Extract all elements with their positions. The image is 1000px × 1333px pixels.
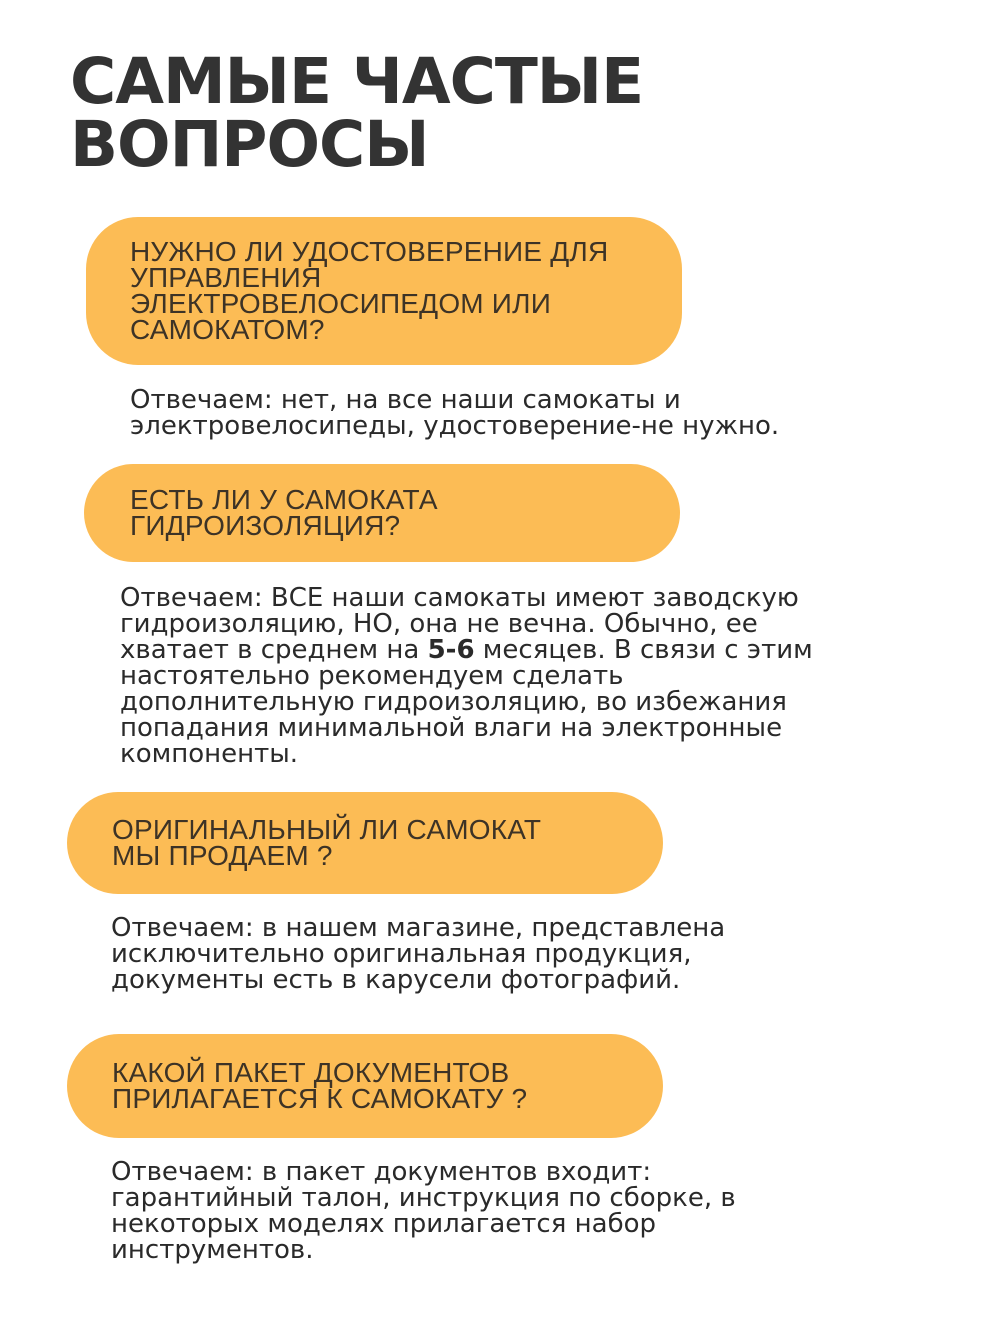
page-title-line-1: САМЫЕ ЧАСТЫЕ <box>70 45 644 118</box>
faq-answer-1-line-2: электровелосипеды, удостоверение-не нужно. <box>130 411 780 441</box>
faq-question-4-line-2: ПРИЛАГАЕТСЯ К САМОКАТУ ? <box>112 1083 528 1114</box>
faq-answer-4-line-4: инструментов. <box>111 1235 314 1265</box>
faq-question-3-text <box>112 814 542 871</box>
faq-answer-2-line-2: гидроизоляцию, НО, она не вечна. Обычно, ее <box>120 609 758 639</box>
faq-question-2 <box>84 464 680 562</box>
faq-answer-4-line-1: Отвечаем: в пакет документов входит: <box>111 1157 652 1187</box>
faq-answer-4-line-2: гарантийный талон, инструкция по сборке, в <box>111 1183 736 1213</box>
faq-answer-2-line-3-before: хватает в среднем на <box>120 635 428 665</box>
faq-answer-3-line-2: исключительно оригинальная продукция, <box>111 939 692 969</box>
faq-answer-1 <box>130 387 890 439</box>
faq-answer-3-line-3: документы есть в карусели фотографий. <box>111 965 681 995</box>
page-title-line-2: ВОПРОСЫ <box>70 108 429 181</box>
faq-question-1-line-2: УПРАВЛЕНИЯ <box>130 262 322 293</box>
faq-question-2-line-1: ЕСТЬ ЛИ У САМОКАТА <box>130 484 438 515</box>
faq-answer-2-line-5: дополнительную гидроизоляцию, во избежания <box>120 687 787 717</box>
faq-answer-3-line-1: Отвечаем: в нашем магазине, представлена <box>111 913 726 943</box>
faq-question-2-line-2: ГИДРОИЗОЛЯЦИЯ? <box>130 510 401 541</box>
faq-question-4-text <box>112 1057 528 1114</box>
faq-question-3-line-2: МЫ ПРОДАЕМ ? <box>112 840 333 871</box>
faq-answer-2-months-range: 5-6 <box>427 635 475 665</box>
faq-answer-3 <box>111 915 891 993</box>
faq-question-3-line-1: ОРИГИНАЛЬНЫЙ ЛИ САМОКАТ <box>112 814 542 845</box>
faq-answer-1-line-1: Отвечаем: нет, на все наши самокаты и <box>130 385 681 415</box>
faq-answer-2-line-3-after: месяцев. В связи с этим <box>474 635 813 665</box>
faq-answer-2 <box>120 585 900 767</box>
faq-question-4 <box>67 1034 663 1138</box>
faq-question-1-text <box>130 236 609 345</box>
faq-question-1-line-3: ЭЛЕКТРОВЕЛОСИПЕДОМ ИЛИ <box>130 288 552 319</box>
faq-answer-2-line-1: Отвечаем: ВСЕ наши самокаты имеют заводскую <box>120 583 799 613</box>
faq-answer-2-line-4: настоятельно рекомендуем сделать <box>120 661 624 691</box>
faq-question-1-line-4: САМОКАТОМ? <box>130 314 325 345</box>
faq-question-1 <box>86 217 682 365</box>
faq-question-1-line-1: НУЖНО ЛИ УДОСТОВЕРЕНИЕ ДЛЯ <box>130 236 609 267</box>
faq-answer-4-line-3: некоторых моделях прилагается набор <box>111 1209 657 1239</box>
faq-question-2-text <box>130 484 438 541</box>
page-title <box>70 45 950 181</box>
faq-answer-4 <box>111 1159 891 1263</box>
faq-answer-2-line-7: компоненты. <box>120 739 299 769</box>
faq-question-3 <box>67 792 663 894</box>
faq-question-4-line-1: КАКОЙ ПАКЕТ ДОКУМЕНТОВ <box>112 1057 510 1088</box>
faq-answer-2-line-6: попадания минимальной влаги на электронные <box>120 713 783 743</box>
